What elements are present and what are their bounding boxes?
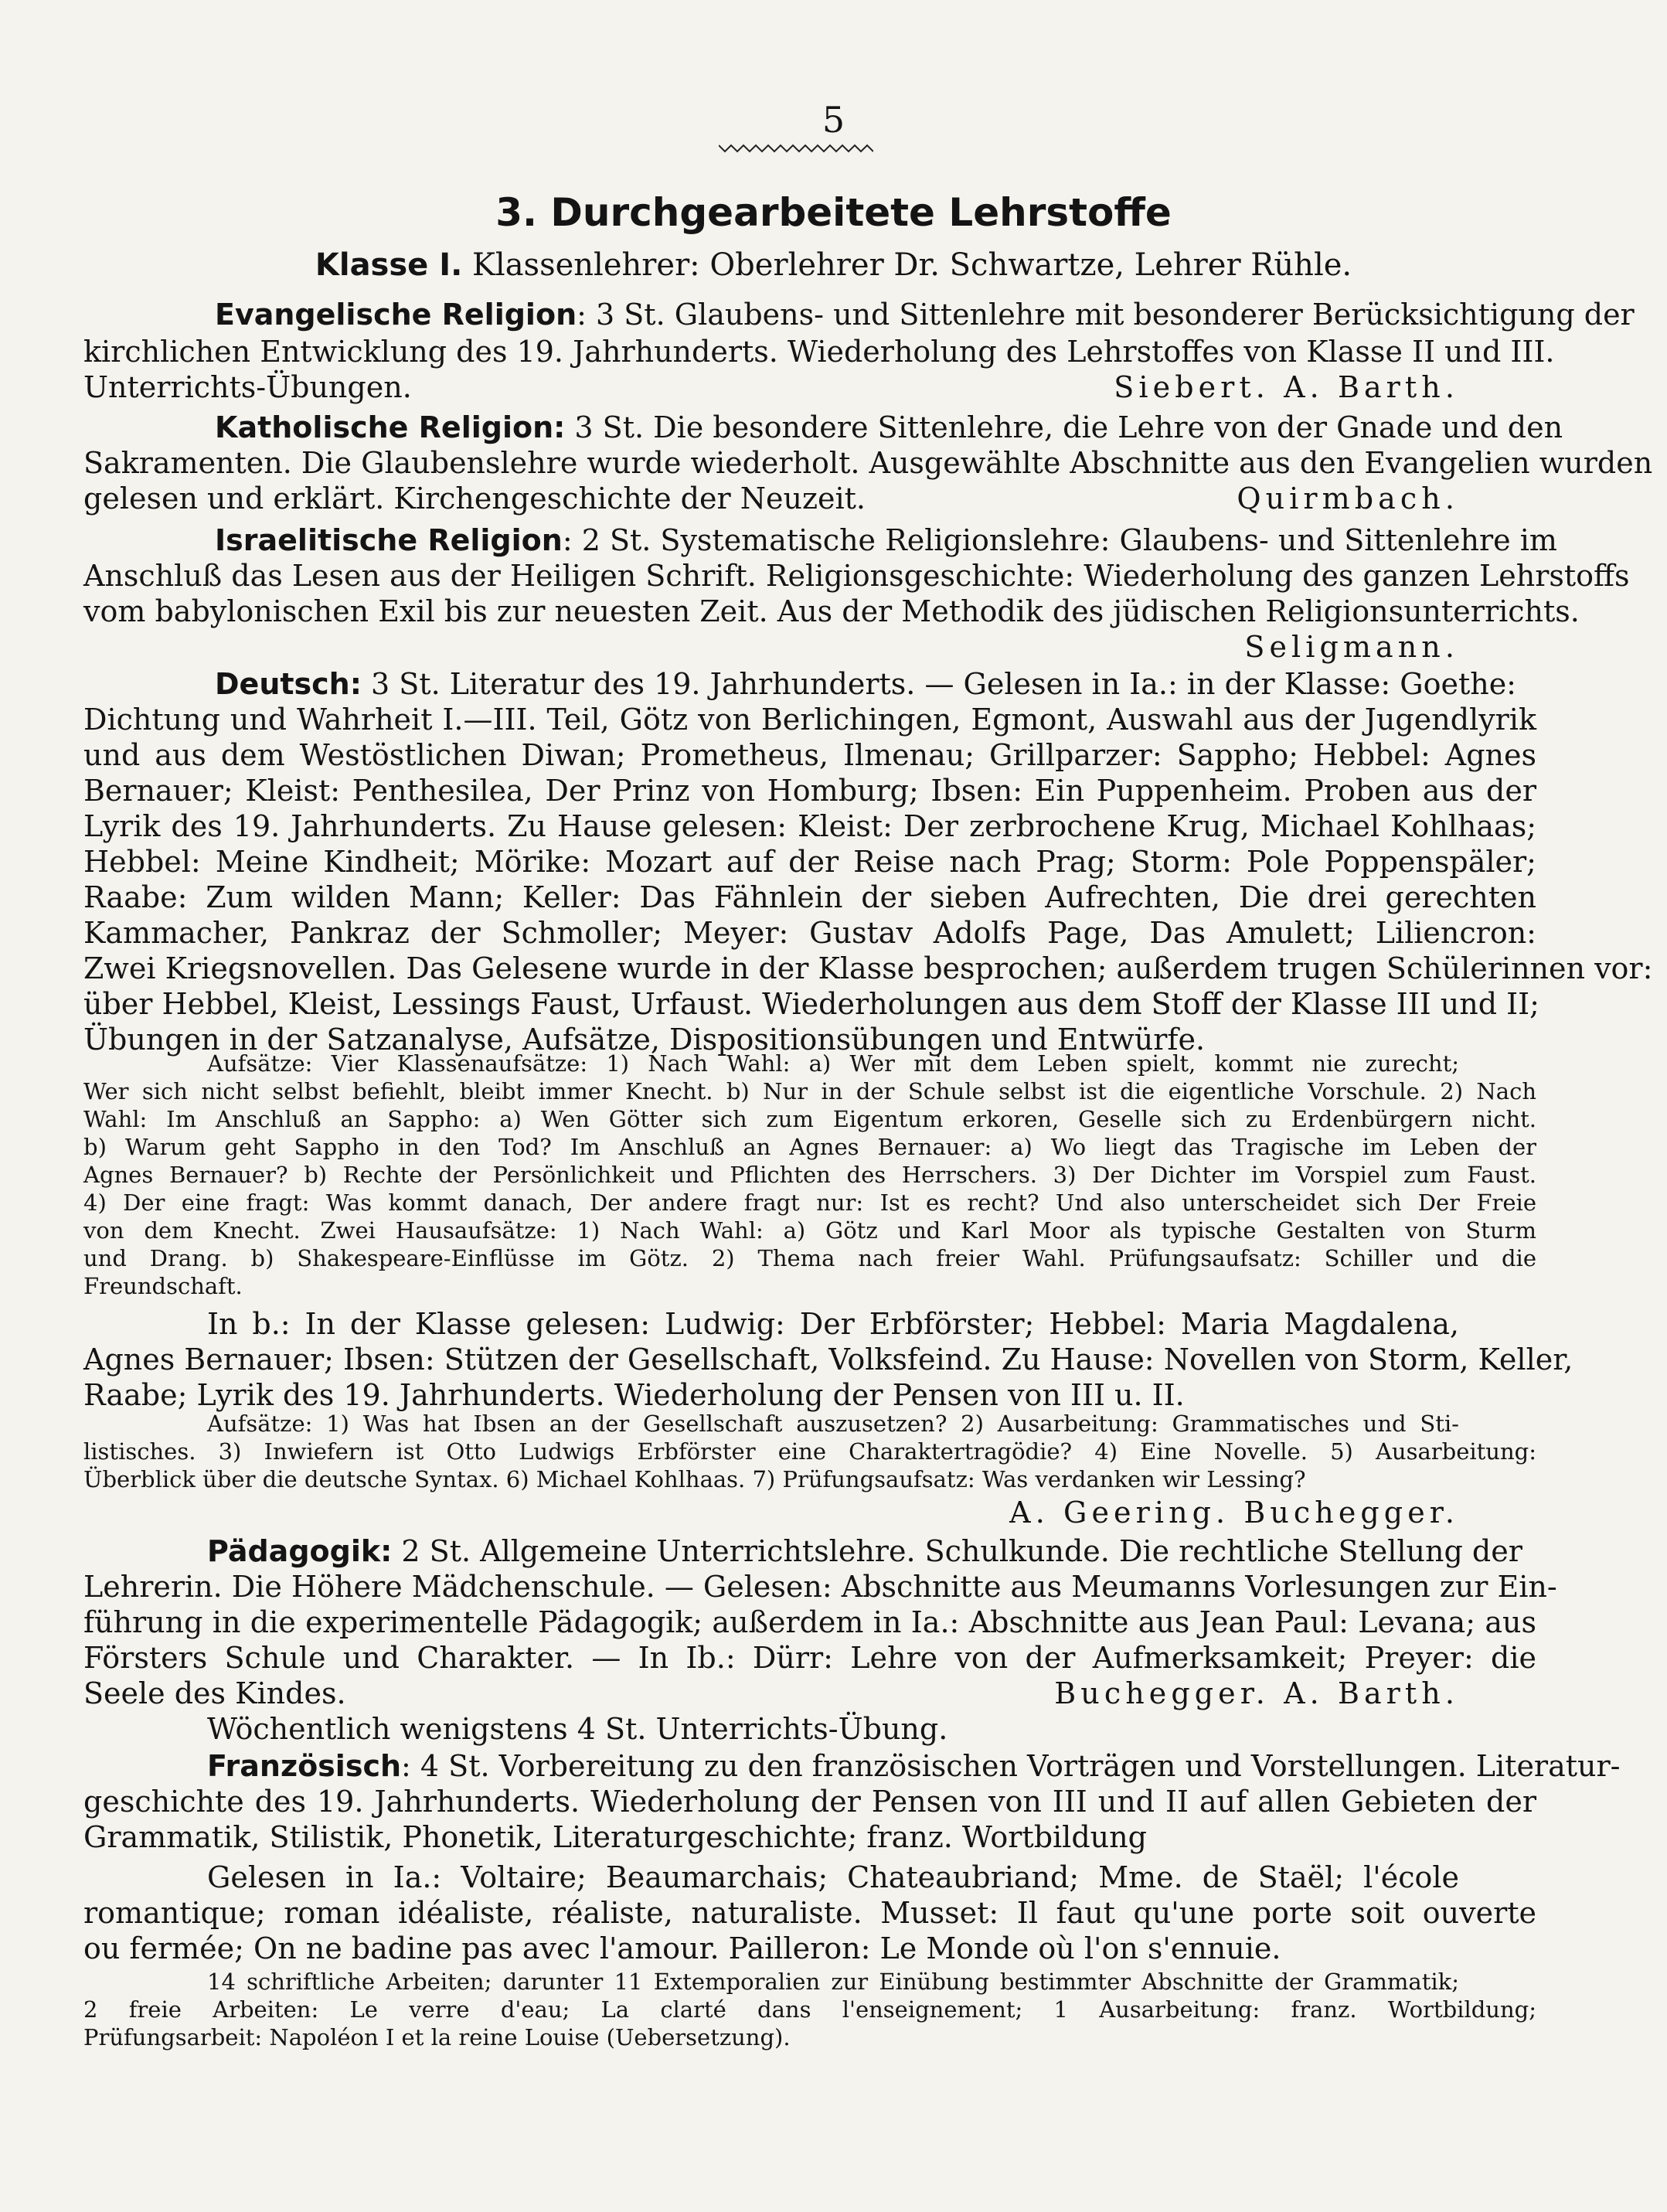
class-teachers: Klassenlehrer: Oberlehrer Dr. Schwartze, Lehrer Rühle. (472, 247, 1352, 283)
paed-signature: Buchegger. A. Barth. (1054, 1676, 1459, 1710)
ev-line-1: Evangelische Religion: 3 St. Glaubens- und Sittenlehre mit besonderer Berücksichtigung der (215, 298, 1635, 332)
ornament-rule (719, 142, 873, 153)
de-essay-5: Agnes Bernauer? b) Rechte der Persönlichkeit und Pflichten des Herrschers. 3) Der Dichter im Vorspiel zum Faust. (83, 1162, 1536, 1188)
ev-heading: Evangelische Religion (215, 298, 577, 332)
fr-written-1: 14 schriftliche Arbeiten; darunter 11 Extemporalien zur Einübung bestimmter Abschnitte der Grammatik; (207, 1969, 1459, 1995)
de-line-8: Kammacher, Pankraz der Schmoller; Meyer: Gustav Adolfs Page, Das Amulett; Liliencron: (83, 916, 1536, 950)
class-name: Klasse I. (315, 247, 463, 283)
de-essay-3: Wahl: Im Anschluß an Sappho: a) Wen Götter sich zum Eigentum erkoren, Geselle sich zu Erdenbürgern nicht. (83, 1106, 1536, 1132)
paed-line-3: führung in die experimentelle Pädagogik; außerdem in Ia.: Abschnitte aus Jean Paul: Levana; aus (83, 1605, 1536, 1639)
paed-heading: Pädagogik: (207, 1534, 393, 1568)
de-essay-9: Freundschaft. (83, 1273, 243, 1299)
paed-line-4: Försters Schule und Charakter. — In Ib.: Dürr: Lehre von der Aufmerksamkeit; Preyer: die (83, 1641, 1536, 1675)
de-line-3: und aus dem Westöstlichen Diwan; Prometheus, Ilmenau; Grillparzer: Sappho; Hebbel: Agnes (83, 738, 1536, 772)
de-essay-1: Aufsätze: Vier Klassenaufsätze: 1) Nach Wahl: a) Wer mit dem Leben spielt, kommt nie zurecht; (207, 1050, 1459, 1077)
de-line-9: Zwei Kriegsnovellen. Das Gelesene wurde in der Klasse besprochen; außerdem trugen Schülerinnen vor: (83, 951, 1653, 985)
fr-written-3: Prüfungsarbeit: Napoléon I et la reine Louise (Uebersetzung). (83, 2024, 791, 2050)
de-line-11: Übungen in der Satzanalyse, Aufsätze, Dispositionsübungen und Entwürfe. (83, 1023, 1206, 1057)
de-line-6: Hebbel: Meine Kindheit; Mörike: Mozart auf der Reise nach Prag; Storm: Pole Poppenspäler; (83, 845, 1536, 879)
de-ib-essay-1: Aufsätze: 1) Was hat Ibsen an der Gesellschaft auszusetzen? 2) Ausarbeitung: Grammatisches und Sti- (207, 1411, 1459, 1437)
fr-line-1: Französisch: 4 St. Vorbereitung zu den französischen Vorträgen und Vorstellungen. Literatur- (207, 1749, 1621, 1783)
de-line-10: über Hebbel, Kleist, Lessings Faust, Urfaust. Wiederholungen aus dem Stoff der Klasse III und II; (83, 987, 1539, 1021)
de-line-2: Dichtung und Wahrheit I.—III. Teil, Götz von Berlichingen, Egmont, Auswahl aus der Jugendlyrik (83, 703, 1536, 737)
isr-line-2: Anschluß das Lesen aus der Heiligen Schrift. Religionsgeschichte: Wiederholung des ganzen Lehrstoffs (83, 559, 1630, 593)
class-heading (0, 247, 1667, 283)
de-ib-essay-3: Überblick über die deutsche Syntax. 6) Michael Kohlhaas. 7) Prüfungsaufsatz: Was verdanken wir Lessing? (83, 1466, 1306, 1492)
fr-line-5: romantique; roman idéaliste, réaliste, naturaliste. Musset: Il faut qu'une porte soit ouverte (83, 1896, 1536, 1930)
fr-heading: Französisch (207, 1749, 402, 1783)
isr-line-3: vom babylonischen Exil bis zur neuesten Zeit. Aus der Methodik des jüdischen Religionsunterrichts. (83, 594, 1580, 628)
de-essay-6: 4) Der eine fragt: Was kommt danach, Der andere fragt nur: Ist es recht? Und also unterscheidet sich Der Freie (83, 1189, 1536, 1216)
fr-line-6: ou fermée; On ne badine pas avec l'amour. Pailleron: Le Monde où l'on s'ennuie. (83, 1931, 1281, 1965)
kath-heading: Katholische Religion: (215, 410, 566, 444)
page-title: 3. Durchgearbeitete Lehrstoffe (495, 190, 1172, 235)
de-signature: A. Geering. Buchegger. (1009, 1496, 1459, 1530)
ev-signature: Siebert. A. Barth. (1114, 370, 1459, 404)
page-number: 5 (822, 99, 845, 141)
isr-heading: Israelitische Religion (215, 523, 563, 557)
de-ib-line-2: Agnes Bernauer; Ibsen: Stützen der Gesellschaft, Volksfeind. Zu Hause: Novellen von Storm, Keller, (83, 1343, 1573, 1377)
kath-line-2: Sakramenten. Die Glaubenslehre wurde wiederholt. Ausgewählte Abschnitte aus den Evangelien wurden (83, 446, 1653, 480)
fr-line-2: geschichte des 19. Jahrhunderts. Wiederholung der Pensen von III und II auf allen Gebieten der (83, 1785, 1536, 1819)
de-heading: Deutsch: (215, 667, 362, 701)
de-line-5: Lyrik des 19. Jahrhunderts. Zu Hause gelesen: Kleist: Der zerbrochene Krug, Michael Kohlhaas; (83, 809, 1536, 843)
de-line-4: Bernauer; Kleist: Penthesilea, Der Prinz von Homburg; Ibsen: Ein Puppenheim. Proben aus der (83, 774, 1536, 808)
fr-line-3: Grammatik, Stilistik, Phonetik, Literaturgeschichte; franz. Wortbildung (83, 1820, 1147, 1854)
isr-signature: Seligmann. (1244, 630, 1459, 664)
de-line-7: Raabe: Zum wilden Mann; Keller: Das Fähnlein der sieben Aufrechten, Die drei gerechten (83, 880, 1536, 914)
de-essay-4: b) Warum geht Sappho in den Tod? Im Anschluß an Agnes Bernauer: a) Wo liegt das Tragische im Leben der (83, 1134, 1536, 1160)
paed-line-6: Wöchentlich wenigstens 4 St. Unterrichts-Übung. (207, 1712, 948, 1746)
kath-line-1: Katholische Religion: 3 St. Die besondere Sittenlehre, die Lehre von der Gnade und den (215, 410, 1563, 444)
ev-line-3: Unterrichts-Übungen. (83, 370, 412, 404)
de-ib-line-3: Raabe; Lyrik des 19. Jahrhunderts. Wiederholung der Pensen von III u. II. (83, 1378, 1185, 1412)
de-ib-line-1: In b.: In der Klasse gelesen: Ludwig: Der Erbförster; Hebbel: Maria Magdalena, (207, 1307, 1459, 1341)
de-ib-essay-2: listisches. 3) Inwiefern ist Otto Ludwigs Erbförster eine Charaktertragödie? 4) Eine Novelle. 5) Ausarbeitung: (83, 1438, 1536, 1465)
fr-written-2: 2 freie Arbeiten: Le verre d'eau; La clarté dans l'enseignement; 1 Ausarbeitung: franz. Wortbildung; (83, 1996, 1536, 2023)
kath-signature: Quirmbach. (1237, 482, 1459, 516)
paed-line-1: Pädagogik: 2 St. Allgemeine Unterrichtslehre. Schulkunde. Die rechtliche Stellung der (207, 1534, 1522, 1568)
de-essay-7: von dem Knecht. Zwei Hausaufsätze: 1) Nach Wahl: a) Götz und Karl Moor als typische Gestalten von Sturm (83, 1217, 1536, 1244)
isr-line-1: Israelitische Religion: 2 St. Systematische Religionslehre: Glaubens- und Sittenlehre im (215, 523, 1557, 557)
paed-line-5: Seele des Kindes. (83, 1676, 346, 1710)
ev-line-2: kirchlichen Entwicklung des 19. Jahrhunderts. Wiederholung des Lehrstoffes von Klasse II und III. (83, 335, 1555, 369)
de-essay-8: und Drang. b) Shakespeare-Einflüsse im Götz. 2) Thema nach freier Wahl. Prüfungsaufsatz: Schiller und die (83, 1245, 1536, 1271)
de-line-1: Deutsch: 3 St. Literatur des 19. Jahrhunderts. — Gelesen in Ia.: in der Klasse: Goethe: (215, 667, 1516, 701)
kath-line-3: gelesen und erklärt. Kirchengeschichte der Neuzeit. (83, 482, 866, 516)
paed-line-2: Lehrerin. Die Höhere Mädchenschule. — Gelesen: Abschnitte aus Meumanns Vorlesungen zur Ein- (83, 1570, 1557, 1604)
de-essay-2: Wer sich nicht selbst befiehlt, bleibt immer Knecht. b) Nur in der Schule selbst ist die eigentliche Vorschule. 2) Nach (83, 1078, 1536, 1104)
fr-line-4: Gelesen in Ia.: Voltaire; Beaumarchais; Chateaubriand; Mme. de Staël; l'école (207, 1860, 1459, 1894)
